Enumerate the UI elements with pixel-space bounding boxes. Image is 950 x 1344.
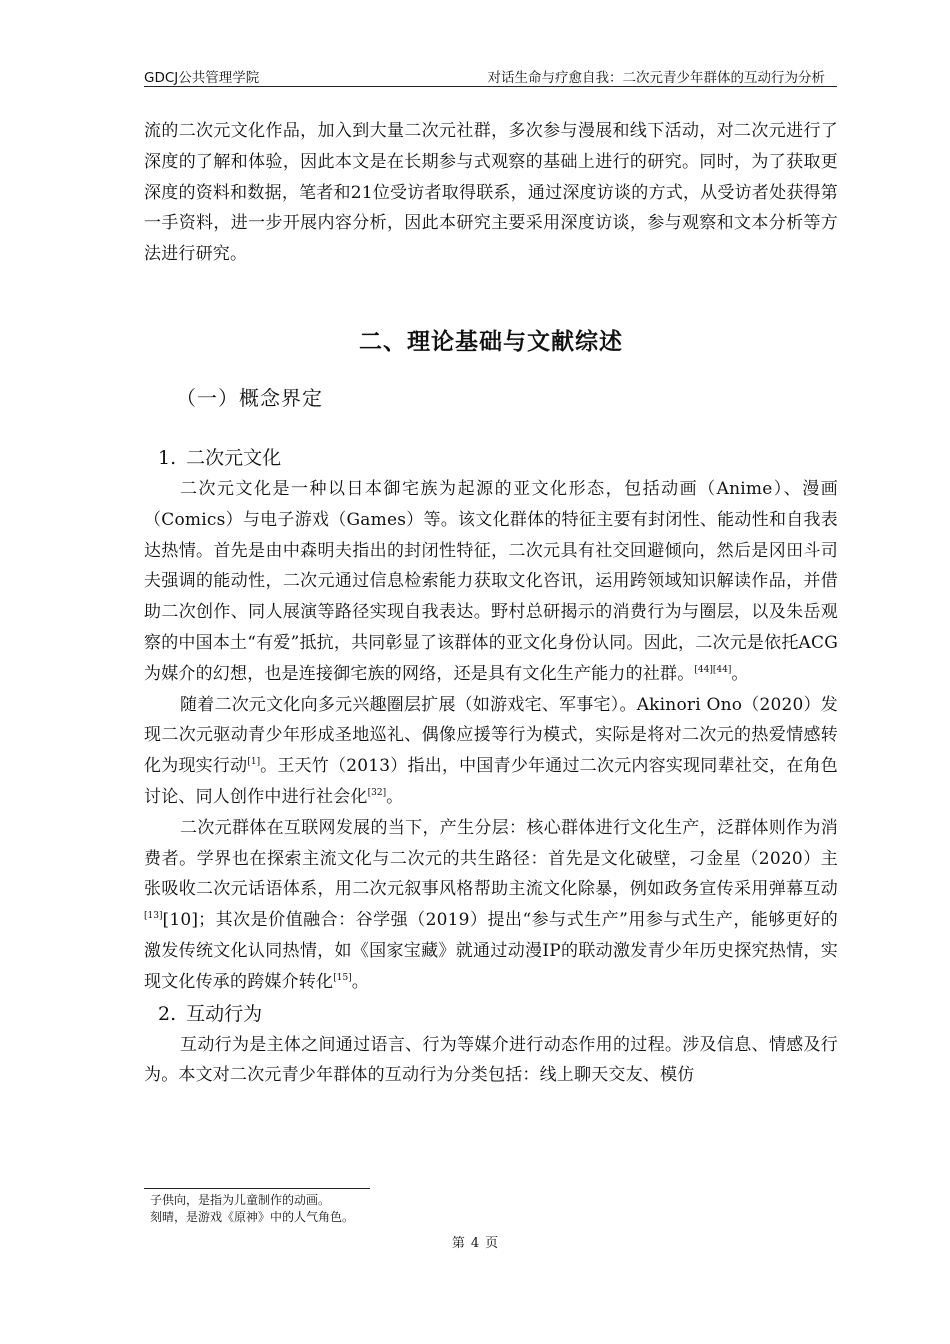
paragraph-text: 。 bbox=[351, 971, 369, 992]
paragraph-text: 。 bbox=[731, 663, 749, 684]
page-number bbox=[0, 1232, 950, 1251]
footnotes bbox=[150, 1192, 354, 1226]
paragraph-text: 随着二次元文化向多元兴趣圈层扩展（如游戏宅、军事宅）。Akinori Ono（2020）发现二次元驱动青少年形成圣地巡礼、偶像应援等行为模式，实际是将对二次元的热爱情感转化为现实行动 bbox=[144, 694, 838, 777]
page-number-suffix: 页 bbox=[485, 1236, 499, 1251]
footnote-item: 子供向，是指为儿童制作的动画。 bbox=[150, 1193, 331, 1207]
footnote-item: 刻晴，是游戏《原神》中的人气角色。 bbox=[150, 1210, 355, 1224]
paragraph-text: 二次元群体在互联网发展的当下，产生分层：核心群体进行文化生产，泛群体则作为消费者。学界也在探索主流文化与二次元的共生路径：首先是文化破壁，刁金星（2020）主张吸收二次元话语体系，用二次元叙事风格帮助主流文化除暴，例如政务宣传采用弹幕互动 bbox=[144, 817, 838, 900]
page-body bbox=[144, 116, 838, 1091]
subsection-title: 互动行为 bbox=[186, 1002, 263, 1025]
subsection-heading-1 bbox=[158, 442, 838, 474]
section-title: （一）概念界定 bbox=[176, 385, 323, 410]
citation: [1] bbox=[247, 757, 261, 768]
citation: [44][44] bbox=[694, 664, 732, 675]
citation: [32] bbox=[367, 787, 387, 798]
citation: [15] bbox=[333, 972, 352, 983]
subsection-heading-2 bbox=[158, 998, 838, 1030]
paragraph-text: 二次元文化是一种以日本御宅族为起源的亚文化形态，包括动画（Anime）、漫画（Comics）与电子游戏（Games）等。该文化群体的特征主要有封闭性、能动性和自我表达热情。首先是由中森明夫指出的封闭性特征，二次元具有社交回避倾向，然后是冈田斗司夫强调的能动性，二次元通过信息检索能力获取文化咨讯，运用跨领域知识解读作品，并借助二次创作、同人展演等路径实现自我表达。野村总研揭示的消费行为与圈层，以及朱岳观察的中国本土“有爱”抵抗，共同彰显了该群体的亚文化身份认同。因此，二次元是依托ACG为媒介的幻想，也是连接御宅族的网络，还是具有文化生产能力的社群。 bbox=[144, 478, 838, 684]
subsection-title: 二次元文化 bbox=[186, 446, 282, 469]
paragraph-interaction: 互动行为是主体之间通过语言、行为等媒介进行动态作用的过程。涉及信息、情感及行为。本文对二次元青少年群体的互动行为分类包括：线上聊天交友、模仿 bbox=[144, 1034, 838, 1086]
header-institution: GDCJ公共管理学院 bbox=[144, 70, 260, 86]
intro-paragraph: 流的二次元文化作品，加入到大量二次元社群，多次参与漫展和线下活动，对二次元进行了深度的了解和体验，因此本文是在长期参与式观察的基础上进行的研究。同时，为了获取更深度的资料和数据，笔者和21位受访者取得联系，通过深度访谈的方式，从受访者处获得第一手资料，进一步开展内容分析，因此本研究主要采用深度访谈，参与观察和文本分析等方法进行研究。 bbox=[144, 121, 838, 265]
footnote-divider bbox=[144, 1188, 370, 1189]
paragraph-group-layers bbox=[144, 813, 838, 998]
header-paper-title: 对话生命与疗愈自我：二次元青少年群体的互动行为分析 bbox=[487, 70, 825, 86]
chapter-title: 二、理论基础与文献综述 bbox=[359, 328, 623, 355]
subsection-number: 1. bbox=[158, 446, 177, 469]
subsection-number: 2. bbox=[158, 1002, 177, 1025]
page-number-prefix: 第 bbox=[451, 1236, 465, 1251]
citation: [13] bbox=[144, 911, 163, 922]
paragraph-text: 。王天竹（2013）指出，中国青少年通过二次元内容实现同辈社交，在角色讨论、同人创作中进行社会化 bbox=[144, 756, 838, 807]
page-number-value: 4 bbox=[470, 1236, 480, 1251]
paragraph-text: 。 bbox=[386, 786, 404, 807]
page-header bbox=[144, 64, 837, 87]
paragraph-acg-definition bbox=[144, 474, 838, 690]
paragraph-interest-circles bbox=[144, 690, 838, 813]
paragraph-text: [10]；其次是价值融合：谷学强（2019）提出“参与式生产”用参与式生产，能够更好的激发传统文化认同热情，如《国家宝藏》就通过动漫IP的联动激发青少年历史探究热情，实现文化传承的跨媒介转化 bbox=[144, 910, 838, 992]
